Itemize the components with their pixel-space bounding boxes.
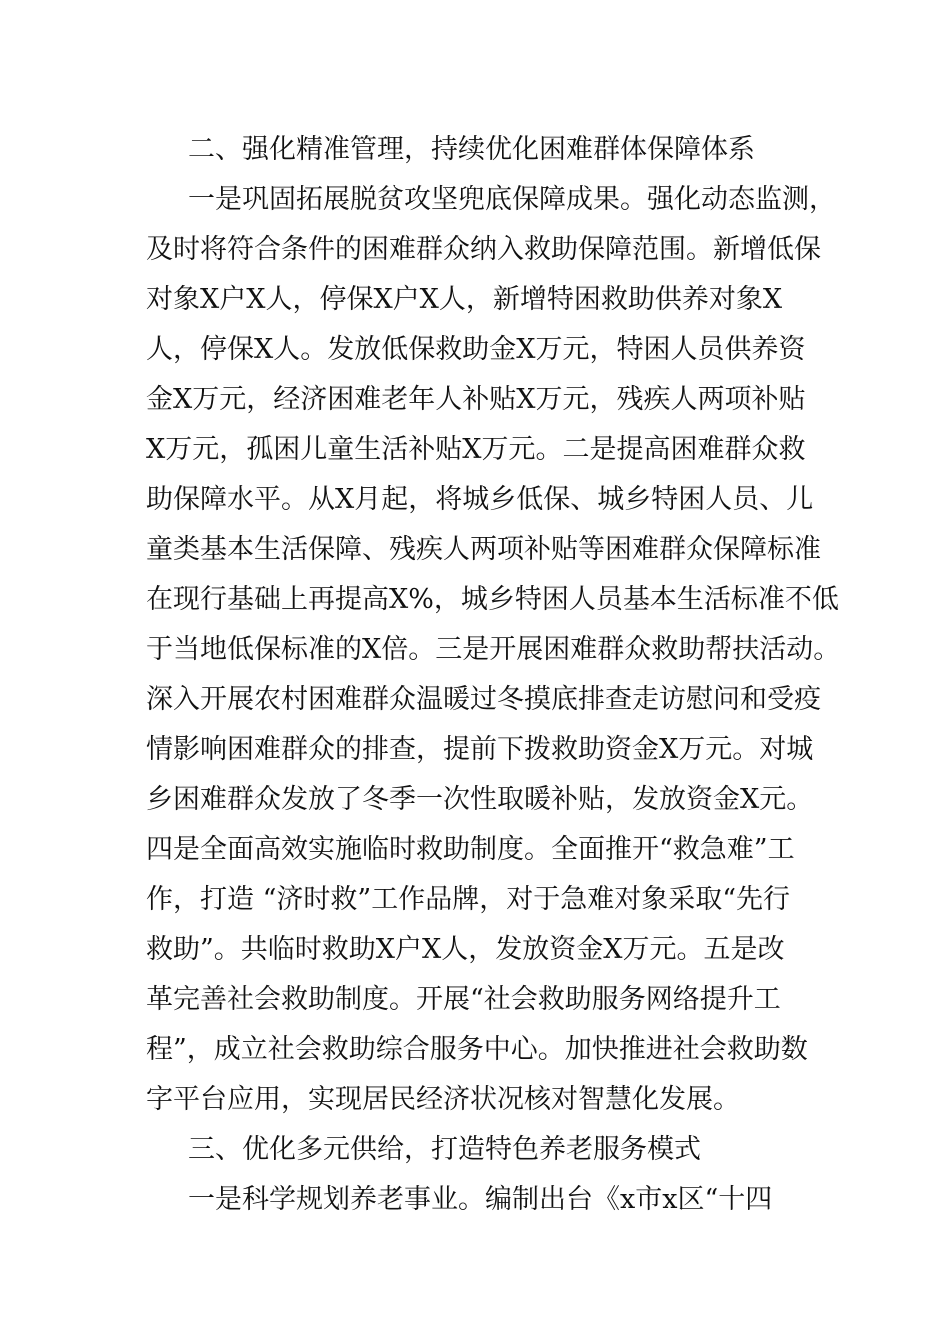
paragraph-line: 在现行基础上再提高X%，城乡特困人员基本生活标准不低 [146, 584, 839, 615]
paragraph-line: 及时将符合条件的困难群众纳入救助保障范围。新增低保 [146, 234, 821, 265]
paragraph-line: 字平台应用，实现居民经济状况核对智慧化发展。 [146, 1084, 740, 1115]
paragraph-line: 于当地低保标准的X倍。三是开展困难群众救助帮扶活动。 [146, 634, 841, 665]
section-heading-3: 三、优化多元供给，打造特色养老服务模式 [188, 1134, 701, 1165]
paragraph-line: 一是科学规划养老事业。编制出台《x市x区“十四 [188, 1184, 773, 1215]
section-heading-2: 二、强化精准管理，持续优化困难群体保障体系 [188, 134, 755, 165]
paragraph-line: 一是巩固拓展脱贫攻坚兜底保障成果。强化动态监测， [188, 184, 836, 215]
paragraph-line: 金X万元，经济困难老年人补贴X万元，残疾人两项补贴 [146, 384, 806, 415]
paragraph-line: 情影响困难群众的排查，提前下拨救助资金X万元。对城 [146, 734, 814, 765]
paragraph-line: 乡困难群众发放了冬季一次性取暖补贴，发放资金X元。 [146, 784, 814, 815]
paragraph-line: 程”，成立社会救助综合服务中心。加快推进社会救助数 [146, 1034, 808, 1065]
paragraph-line: 童类基本生活保障、残疾人两项补贴等困难群众保障标准 [146, 534, 821, 565]
paragraph-line: 救助”。共临时救助X户X人，发放资金X万元。五是改 [146, 934, 785, 965]
paragraph-line: 对象X户X人，停保X户X人，新增特困救助供养对象X [146, 284, 783, 315]
paragraph-line: 助保障水平。从X月起，将城乡低保、城乡特困人员、儿 [146, 484, 814, 515]
paragraph-line: 作，打造 “济时救”工作品牌，对于急难对象采取“先行 [146, 884, 790, 915]
paragraph-line: 深入开展农村困难群众温暖过冬摸底排查走访慰问和受疫 [146, 684, 821, 715]
paragraph-line: X万元，孤困儿童生活补贴X万元。二是提高困难群众救 [146, 434, 806, 465]
paragraph-line: 四是全面高效实施临时救助制度。全面推开“救急难”工 [146, 834, 795, 865]
paragraph-line: 革完善社会救助制度。开展“社会救助服务网络提升工 [146, 984, 781, 1015]
paragraph-line: 人，停保X人。发放低保救助金X万元，特困人员供养资 [146, 334, 806, 365]
